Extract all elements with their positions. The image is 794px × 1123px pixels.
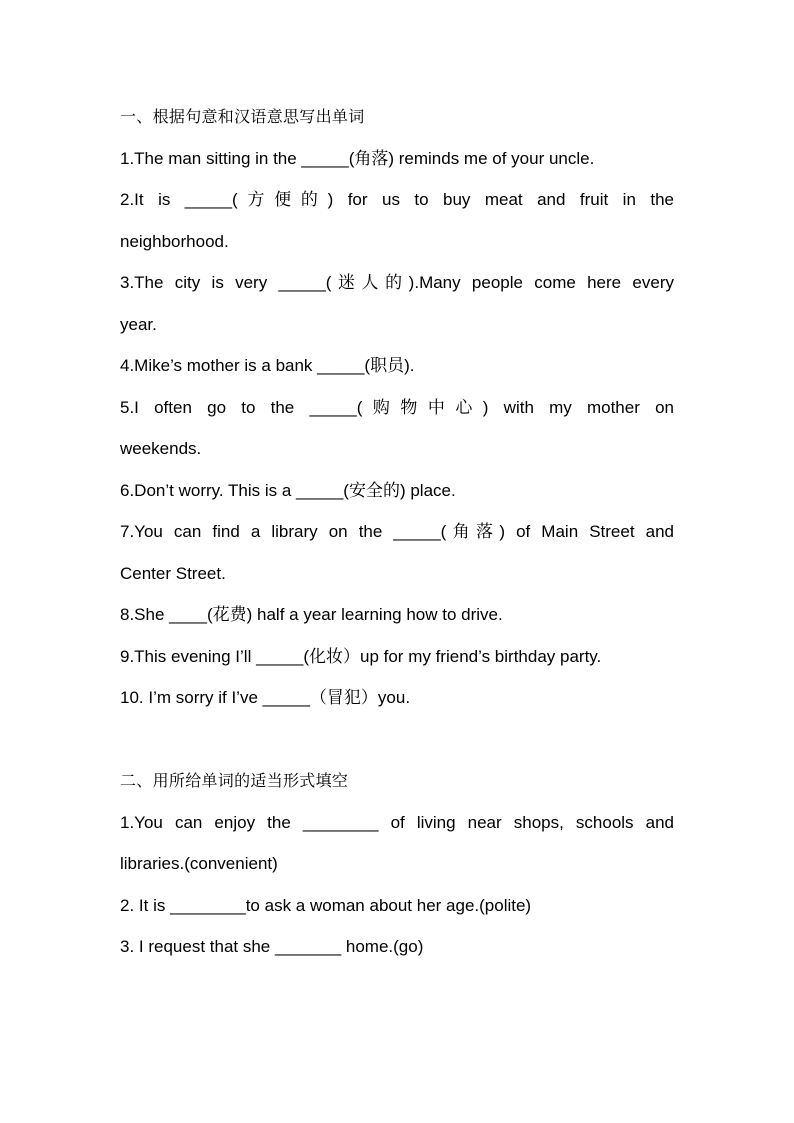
s1-item-3-line-2: year. <box>120 314 157 334</box>
s1-item-9: 9.This evening I’ll _____(化妆）up for my friend’s birthday party. <box>120 646 602 666</box>
s1-item-5-line-1: 5.I often go to the _____(购物中心) with my mother on <box>120 397 674 417</box>
s1-item-3-line-1: 3.The city is very _____(迷人的).Many people come here every <box>120 273 674 292</box>
s1-item-8: 8.She ____(花费) half a year learning how to drive. <box>120 605 503 624</box>
s1-item-7-line-1: 7.You can find a library on the _____(角落) of Main Street and <box>120 522 674 541</box>
s1-item-1: 1.The man sitting in the _____(角落) reminds me of your uncle. <box>120 148 595 168</box>
s1-item-2-line-2: neighborhood. <box>120 231 229 251</box>
s1-item-2-line-1: 2.It is _____(方便的) for us to buy meat and fruit in the <box>120 190 674 209</box>
section1-heading: 一、根据句意和汉语意思写出单词 <box>120 107 365 126</box>
s2-item-3: 3. I request that she _______ home.(go) <box>120 937 424 956</box>
worksheet-page <box>120 96 674 968</box>
s1-item-10: 10. I’m sorry if I’ve _____（冒犯）you. <box>120 688 411 707</box>
s1-item-7-line-2: Center Street. <box>120 563 226 583</box>
s1-item-6: 6.Don’t worry. This is a _____(安全的) place. <box>120 480 456 500</box>
section2-heading: 二、用所给单词的适当形式填空 <box>120 771 349 790</box>
s2-item-1-line-2: libraries.(convenient) <box>120 854 278 873</box>
section-spacer <box>120 719 674 761</box>
s2-item-1-line-1: 1.You can enjoy the ________ of living near shops, schools and <box>120 812 674 832</box>
s1-item-5-line-2: weekends. <box>120 439 202 458</box>
s1-item-4: 4.Mike’s mother is a bank _____(职员). <box>120 356 415 375</box>
s2-item-2: 2. It is ________to ask a woman about her age.(polite) <box>120 895 532 915</box>
